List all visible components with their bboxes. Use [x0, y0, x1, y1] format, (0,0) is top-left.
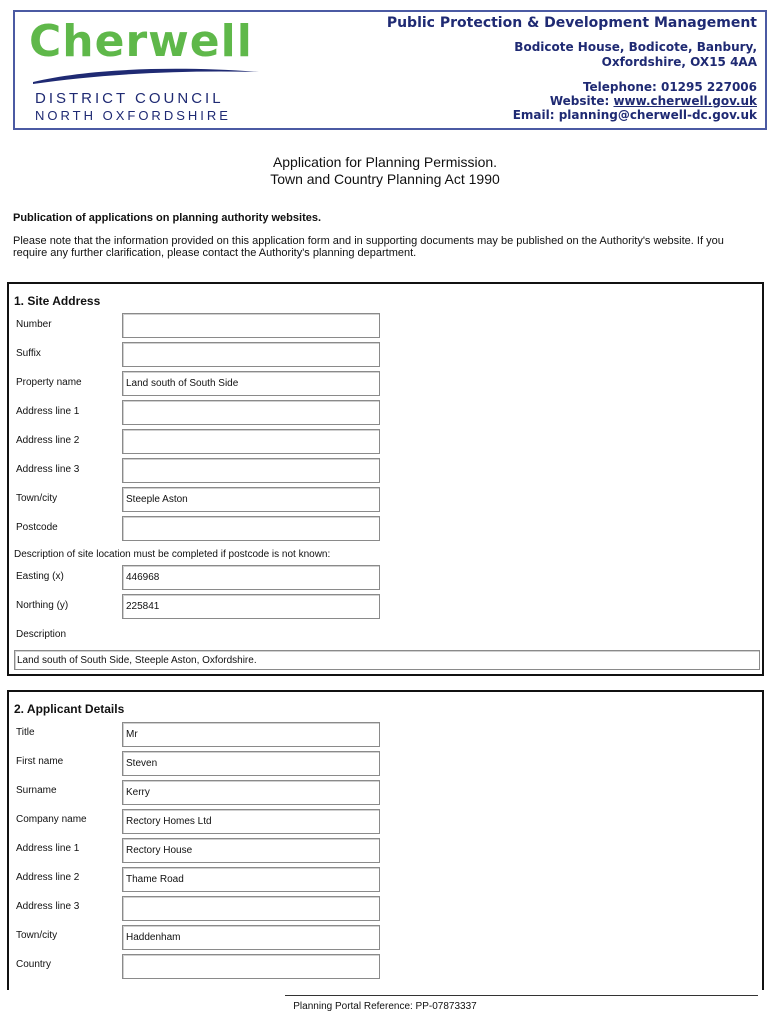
applicant-title-field[interactable]: Mr — [122, 722, 380, 747]
field-label: Address line 3 — [16, 901, 80, 912]
field-label: First name — [16, 756, 64, 767]
field-label: Country — [16, 959, 52, 970]
site-property-name-field[interactable]: Land south of South Side — [122, 371, 380, 396]
field-label: Company name — [16, 814, 87, 825]
applicant-address-line3-field[interactable] — [122, 896, 380, 921]
document-subtitle: Town and Country Planning Act 1990 — [270, 171, 500, 187]
site-suffix-field[interactable] — [122, 342, 380, 367]
site-postcode-field[interactable] — [122, 516, 380, 541]
logo-north-oxfordshire: NORTH OXFORDSHIRE — [35, 108, 231, 123]
applicant-details-section — [7, 690, 764, 990]
field-label: Description — [16, 629, 67, 640]
field-label: Number — [16, 319, 52, 330]
field-label: Title — [16, 727, 35, 738]
field-label: Postcode — [16, 522, 58, 533]
site-address-line1-field[interactable] — [122, 400, 380, 425]
site-description-field[interactable]: Land south of South Side, Steeple Aston, Oxfordshire. — [14, 650, 760, 670]
applicant-address-line1-field[interactable]: Rectory House — [122, 838, 380, 863]
section-title: 2. Applicant Details — [14, 702, 125, 716]
applicant-country-field[interactable] — [122, 954, 380, 979]
address-line-2: Oxfordshire, OX15 4AA — [601, 55, 757, 69]
publication-heading: Publication of applications on planning authority websites. — [13, 212, 322, 224]
email-line[interactable]: Email: planning@cherwell-dc.gov.uk — [512, 108, 757, 122]
location-note: Description of site location must be completed if postcode is not known: — [14, 549, 331, 560]
field-label: Town/city — [16, 930, 58, 941]
applicant-first-name-field[interactable]: Steven — [122, 751, 380, 776]
field-label: Address line 1 — [16, 406, 80, 417]
applicant-address-line2-field[interactable]: Thame Road — [122, 867, 380, 892]
website-label: Website: — [549, 94, 614, 108]
northing-field[interactable]: 225841 — [122, 594, 380, 619]
site-address-section — [7, 282, 764, 676]
logo-district-council: DISTRICT COUNCIL — [35, 90, 224, 107]
logo-swoosh-icon — [31, 64, 261, 86]
site-address-line2-field[interactable] — [122, 429, 380, 454]
planning-portal-reference: Planning Portal Reference: PP-07873337 — [293, 1001, 477, 1012]
document-title: Application for Planning Permission. — [272, 154, 498, 170]
field-label: Surname — [16, 785, 57, 796]
website-line — [550, 94, 757, 108]
field-label: Property name — [16, 377, 82, 388]
council-logo-wordmark: Cherwell — [29, 16, 253, 67]
field-label: Easting (x) — [16, 571, 64, 582]
section-title: 1. Site Address — [14, 294, 101, 308]
footer-divider — [285, 995, 758, 996]
field-label: Suffix — [16, 348, 41, 359]
field-label: Address line 3 — [16, 464, 80, 475]
applicant-surname-field[interactable]: Kerry — [122, 780, 380, 805]
address-line-1: Bodicote House, Bodicote, Banbury, — [514, 40, 757, 54]
field-label: Northing (y) — [16, 600, 69, 611]
field-label: Town/city — [16, 493, 58, 504]
publication-notice: Please note that the information provided on this application form and in supporting documents may be published on the Authority's website. If you require any further clarification, please contact the Authority's planning department. — [13, 235, 724, 259]
field-label: Address line 2 — [16, 435, 80, 446]
field-label: Address line 2 — [16, 872, 80, 883]
applicant-company-field[interactable]: Rectory Homes Ltd — [122, 809, 380, 834]
website-link[interactable]: www.cherwell.gov.uk — [613, 94, 757, 108]
easting-field[interactable]: 446968 — [122, 565, 380, 590]
department-name: Public Protection & Development Management — [386, 15, 757, 31]
site-number-field[interactable] — [122, 313, 380, 338]
letterhead — [13, 10, 767, 130]
field-label: Address line 1 — [16, 843, 80, 854]
site-town-field[interactable]: Steeple Aston — [122, 487, 380, 512]
telephone: Telephone: 01295 227006 — [582, 80, 757, 94]
applicant-town-field[interactable]: Haddenham — [122, 925, 380, 950]
site-address-line3-field[interactable] — [122, 458, 380, 483]
